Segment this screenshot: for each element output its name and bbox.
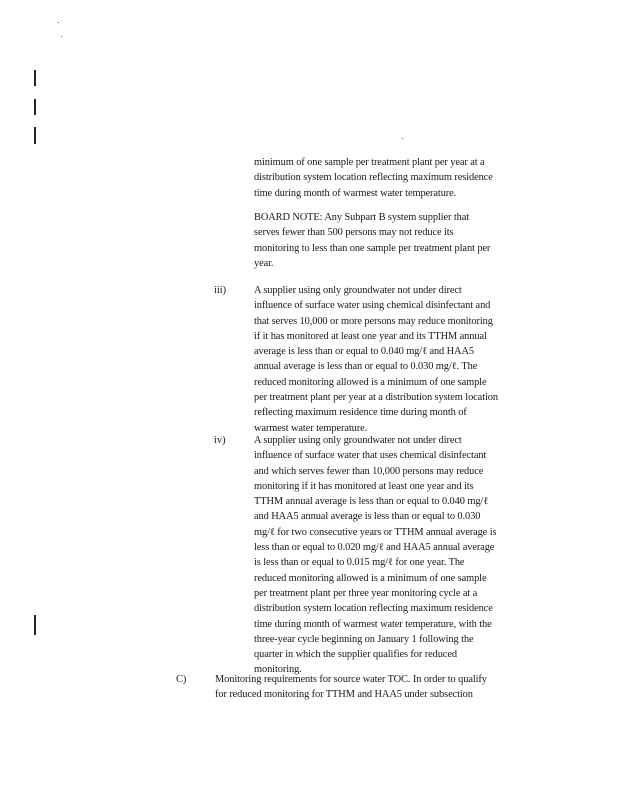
item-text-iii: A supplier using only groundwater not under direct influence of surface water using chemical disinfectant and that serves 10,000 or more persons may reduce monitoring if it has monitored at least one year and its TTHM annual average is less than or equal to 0.040 mg/ℓ and HAA5 annual average is less than or equal to 0.030 mg/ℓ. The reduced monitoring allowed is a minimum of one sample per treatment plant per year at a distribution system location reflecting maximum residence time during month of warmest water temperature. (254, 285, 498, 434)
section-text-c: Monitoring requirements for source water TOC. In order to qualify for reduced monitoring for TTHM and HAA5 under subsection (215, 674, 487, 701)
change-bar (34, 99, 36, 115)
section-marker-c: C) (176, 674, 187, 685)
scan-speck (402, 138, 403, 139)
change-bar (34, 127, 36, 144)
change-bar (34, 70, 36, 86)
change-bar (34, 615, 36, 635)
scan-speck (61, 36, 62, 37)
board-note: BOARD NOTE: Any Subpart B system supplier that serves fewer than 500 persons may not reduce its monitoring to less than one sample per treatment plant per year. (254, 212, 491, 269)
item-text-iv: A supplier using only groundwater not under direct influence of surface water that uses chemical disinfectant and which serves fewer than 10,000 persons may reduce monitoring if it has monitored at least one year and its TTHM annual average is less than or equal to 0.040 mg/ℓ and HAA5 annual average is less than or equal to 0.030 mg/ℓ for two consecutive years or TTHM annual average is less than or equal to 0.020 mg/ℓ and HAA5 annual average is less than or equal to 0.015 mg/ℓ for one year. The reduced monitoring allowed is a minimum of one sample per treatment plant per three year monitoring cycle at a distribution system location reflecting maximum residence time during month of warmest water temperature, with the three-year cycle beginning on January 1 following the quarter in which the supplier qualifies for reduced monitoring. (254, 435, 497, 676)
continuation-paragraph: minimum of one sample per treatment plant per year at a distribution system location reflecting maximum residence time during month of warmest water temperature. (254, 157, 493, 199)
item-marker-iv: iv) (214, 435, 226, 446)
scan-speck (58, 22, 59, 23)
item-marker-iii: iii) (214, 285, 227, 296)
